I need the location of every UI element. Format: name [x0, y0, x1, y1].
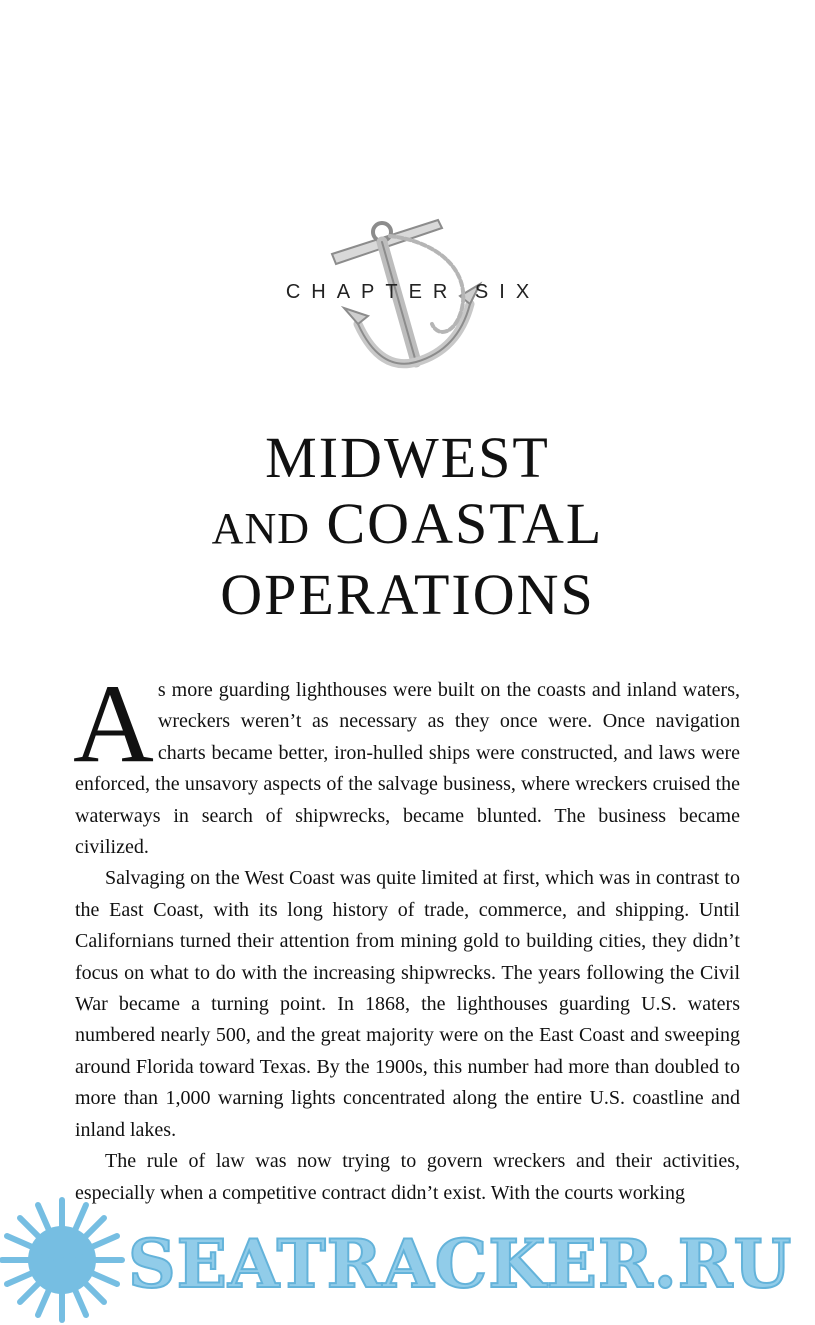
watermark-text: SEATRACKER.RU: [128, 1225, 793, 1303]
chapter-title: [0, 425, 815, 628]
paragraph-1-text: s more guarding lighthouses were built on the coasts and inland waters, wreckers weren’t as necessary as they once were. Once navigation charts became better, iron-hulled ships were constructed, and laws were enforced, the unsavory aspects of the salvage business, where wreckers cruised the waterways in search of shipwrecks, became blunted. The business became civilized.: [75, 679, 740, 859]
paragraph-2: Salvaging on the West Coast was quite limited at first, which was in contrast to the East Coast, with its long history of trade, commerce, and shipping. Until Californians turned their attention from mining gold to building cities, they didn’t focus on what to do with the increasing shipwrecks. The years following the Civil War became a turning point. In 1868, the lighthouses guarding U.S. waters numbered nearly 500, and the great majority were on the East Coast and sweeping around Florida toward Texas. By the 1900s, this number had more than doubled to more than 1,000 warning lights concentrated along the entire U.S. coastline and inland lakes.: [75, 867, 740, 1141]
paragraph-3: The rule of law was now trying to govern wreckers and their activities, especially when a competitive contract didn’t exist. With the courts working: [75, 1150, 740, 1204]
title-line-1: MIDWEST: [265, 425, 550, 490]
paragraph-1: [73, 662, 740, 863]
title-line-3: OPERATIONS: [220, 562, 595, 627]
chapter-label: CHAPTER SIX: [285, 281, 541, 303]
body-text: [73, 662, 740, 1209]
sun-icon: [2, 1200, 122, 1320]
title-coastal: COASTAL: [326, 491, 604, 556]
title-and: AND: [211, 504, 310, 553]
title-line-2: [0, 491, 815, 562]
drop-cap: A: [73, 662, 154, 786]
